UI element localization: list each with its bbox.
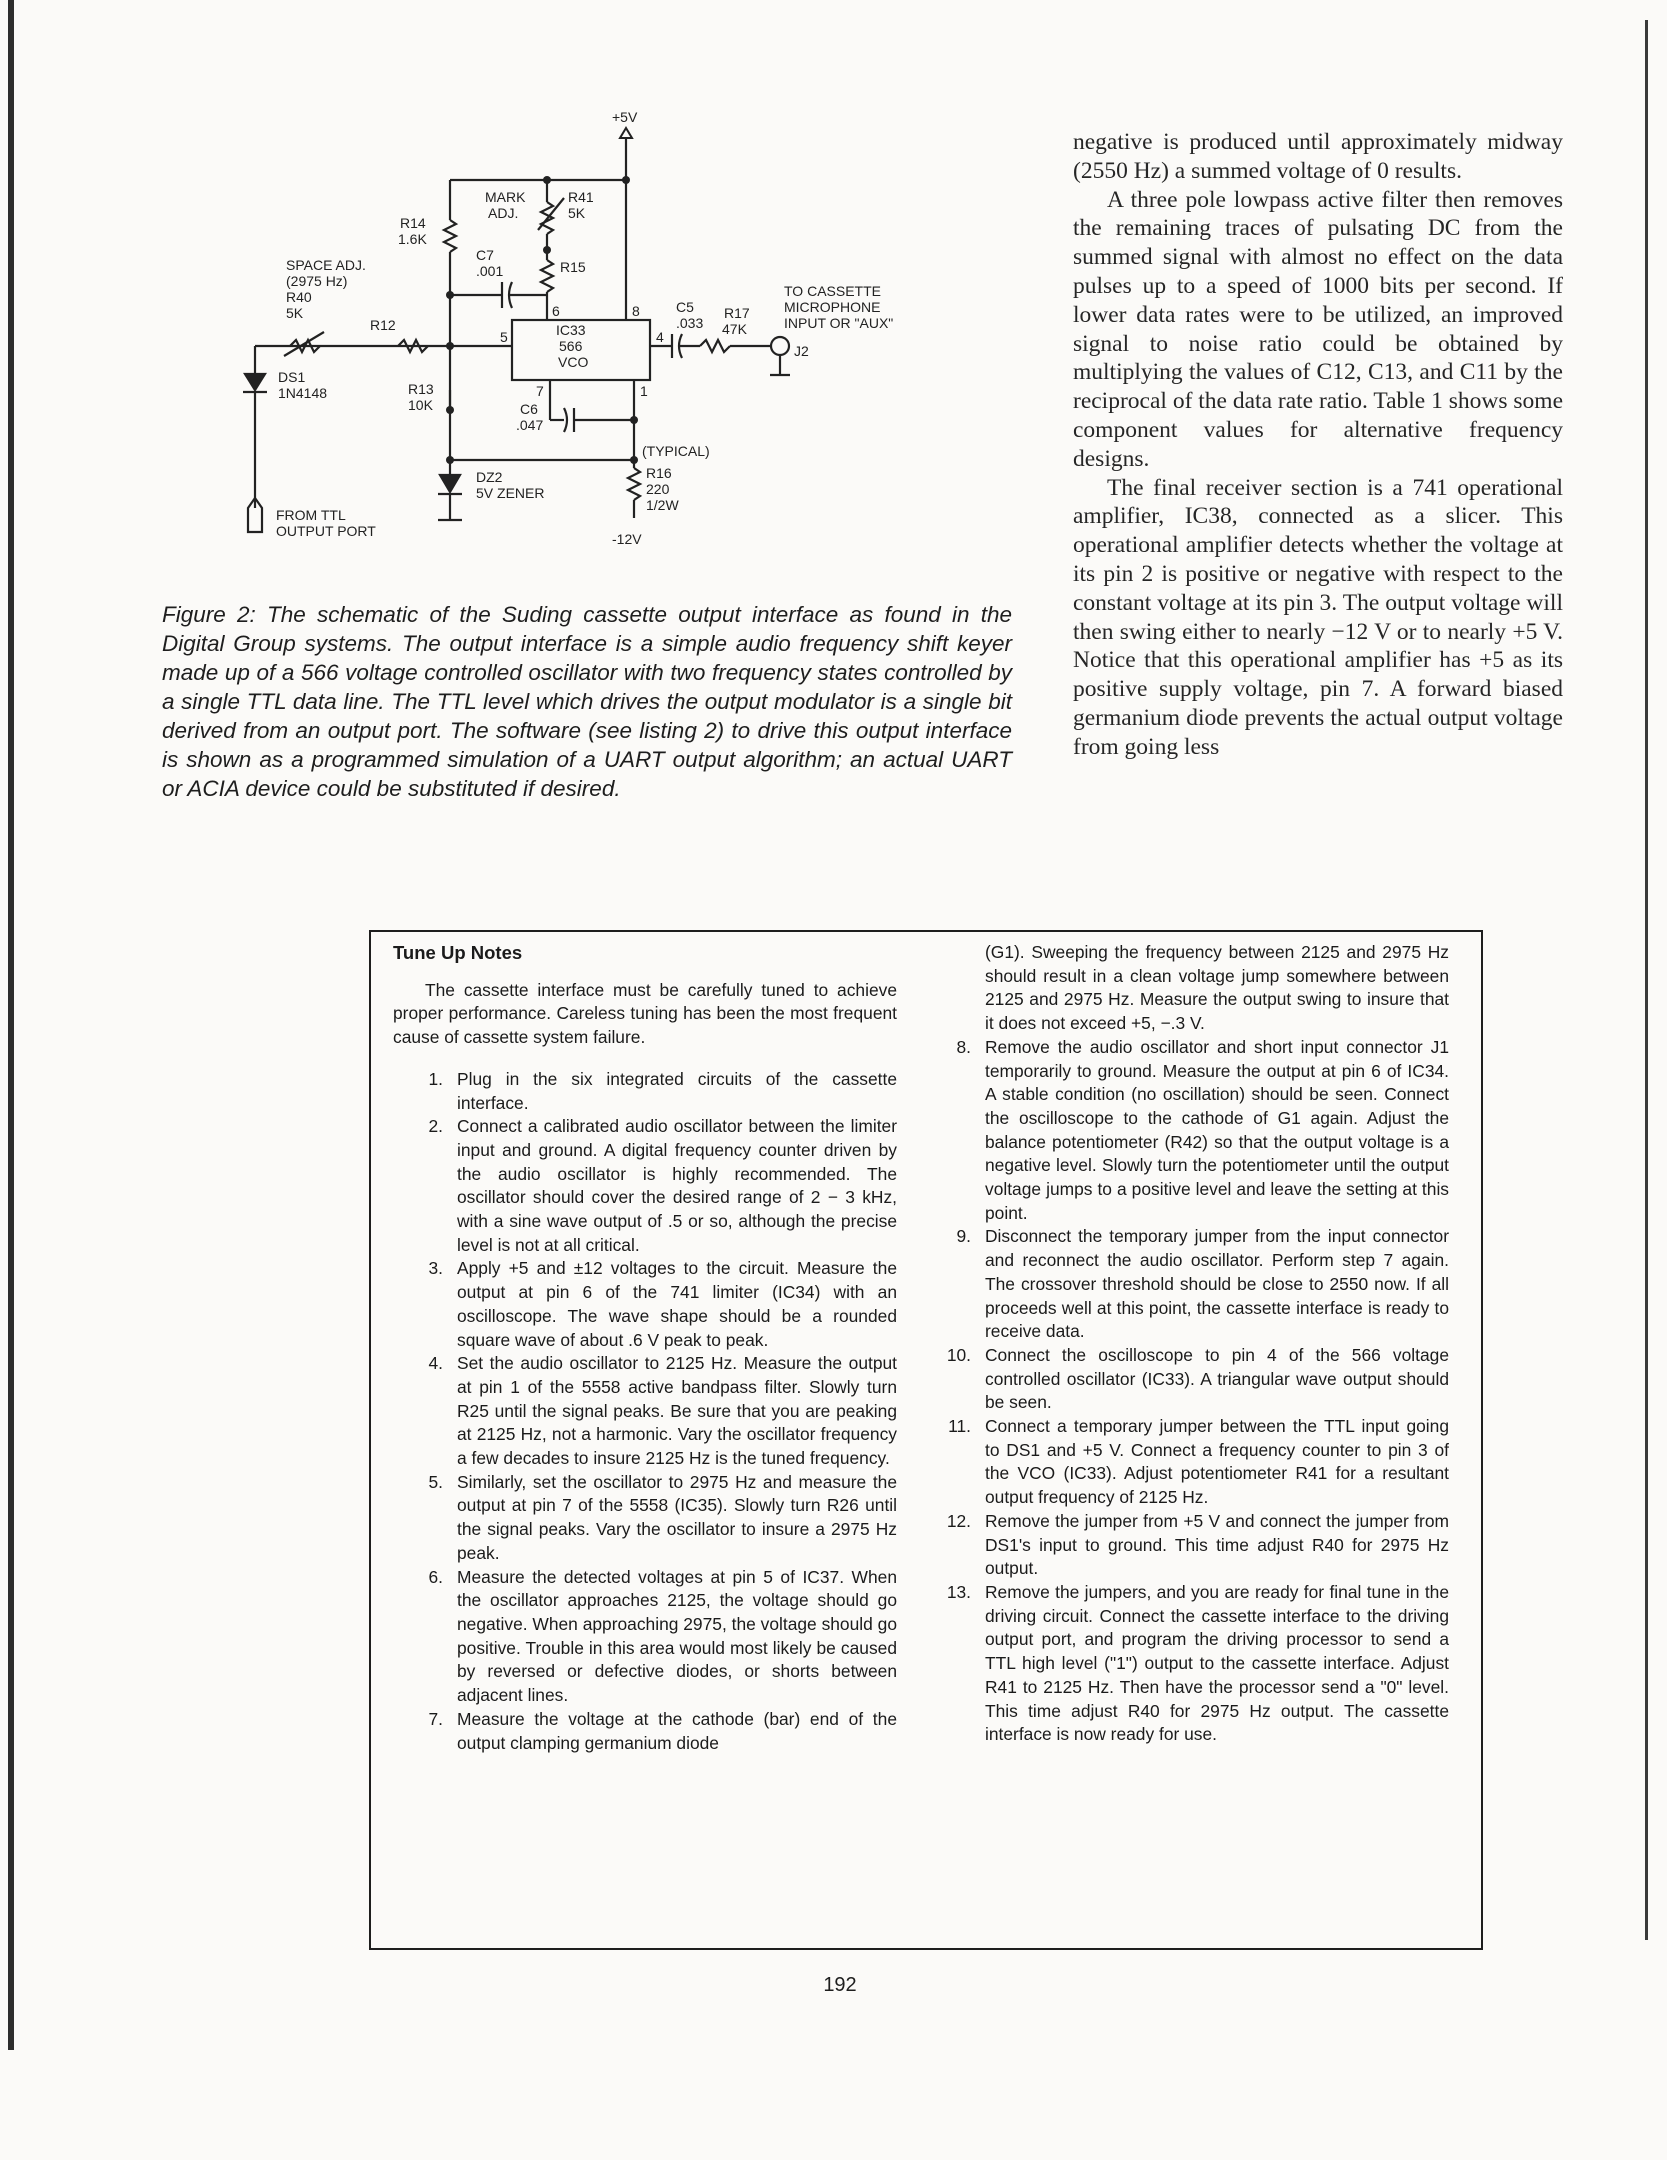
label-to-cassette: TO CASSETTE [784, 283, 881, 299]
list-item: 2. Connect a calibrated audio oscillator between the limiter input and ground. A digital frequency counter driven by the audio oscillator is highly recommended. The oscillator should cover the desired range of 2 − 3 kHz, with a sine wave output of .5 or so, although the precise level is not at all critical. [428, 1116, 897, 1255]
list-item: 3. Apply +5 and ±12 voltages to the circuit. Measure the output at pin 6 of the 741 limiter (IC34) with an oscilloscope. The wave shape should be a rounded square wave of about .6 V peak to peak. [428, 1258, 897, 1350]
label-input-aux: INPUT OR "AUX" [784, 315, 894, 331]
label-pin8: 8 [632, 303, 640, 319]
step-7-continued: (G1). Sweeping the frequency between 2125 and 2975 Hz should result in a clean voltage jump somewhere between 2125 and 2975 Hz. Measure the output swing to insure that it does not exceed +5, −.3 V. [985, 942, 1449, 1034]
label-r16: R16 [646, 465, 672, 481]
page-number: 192 [823, 1974, 857, 1996]
label-c5-val: .033 [676, 315, 704, 331]
label-space-freq: (2975 Hz) [286, 273, 348, 289]
label-pin6: 6 [552, 303, 560, 319]
label-dz2: DZ2 [476, 469, 503, 485]
list-item: 1. Plug in the six integrated circuits of the cassette interface. [428, 1068, 897, 1113]
label-vplus: +5V [612, 110, 638, 125]
page-edge-left [8, 0, 14, 2050]
list-item: 7. Measure the voltage at the cathode (bar) end of the output clamping germanium diode [428, 1708, 897, 1753]
paragraph: A three pole lowpass active filter then removes the remaining traces of pulsating DC from the summed signal with almost no effect on the data pulses up to a speed of 1000 bits per second. If lower data rates were to be utilized, an improved signal to noise ratio could be obtained by multiplying the values of C12, C13, and C11 by the reciprocal of the data rate ratio. Table 1 shows some component values for alternative frequency designs. [1073, 186, 1563, 472]
label-c7: C7 [476, 247, 494, 263]
label-space-adj: SPACE ADJ. [286, 257, 366, 273]
label-r14-val: 1.6K [398, 231, 427, 247]
label-ic33-fn: VCO [558, 354, 589, 370]
page-edge-right [1645, 20, 1648, 1940]
label-r14: R14 [400, 215, 426, 231]
label-mark-adj: ADJ. [488, 205, 519, 221]
label-r13: R13 [408, 381, 434, 397]
label-typical: (TYPICAL) [642, 443, 710, 459]
list-item: 8. Remove the audio oscillator and short input connector J1 temporarily to ground. Measure the output at pin 6 of IC34. A stable condition (no oscillation) should be seen. Connect the oscilloscope to the cathode of G1 again. Adjust the balance potentiometer (R42) so that the output voltage is a negative level. Slowly turn the potentiometer until the output voltage jumps to a positive level and leave the setting at this point. [956, 1036, 1449, 1223]
label-pin1: 1 [640, 383, 648, 399]
tune-up-steps-left [393, 1068, 897, 1755]
label-c5: C5 [676, 299, 694, 315]
label-r16-w: 1/2W [646, 497, 679, 513]
tune-up-intro: The cassette interface must be carefully tuned to achieve proper performance. Careless tuning has been the most frequent cause of cassette system failure. [393, 979, 897, 1048]
label-c7-val: .001 [476, 263, 504, 279]
list-item: 13. Remove the jumpers, and you are ready for final tune in the driving circuit. Connect the cassette interface to the driving output port, and program the driving processor to send a TTL high level ("1") output to the cassette interface. Adjust R41 to 2125 Hz. Then have the processor send a "0" level. This time adjust R40 for 2975 Hz output. The cassette interface is now ready for use. [946, 1581, 1449, 1745]
paragraph: The final receiver section is a 741 operational amplifier, IC38, connected as a slicer. This operational amplifier detects whether the voltage at its pin 2 is positive or negative with respect to the constant voltage at its pin 3. The output voltage will then swing either to nearly −12 V or to nearly +5 V. Notice that this operational amplifier has +5 as its positive supply voltage, pin 7. A forward biased germanium diode prevents the actual output voltage from going less [1073, 474, 1563, 760]
list-item: 6. Measure the detected voltages at pin 5 of IC37. When the oscillator approaches 2125, the voltage should go negative. When approaching 2975, the voltage should go positive. Trouble in this area would most likely be caused by reversed or defective diodes, or shorts between adjacent lines. [428, 1566, 897, 1706]
list-item: 12. Remove the jumper from +5 V and connect the jumper from DS1's input to ground. This time adjust R40 for 2975 Hz output. [946, 1510, 1449, 1579]
tune-up-notes-box [369, 930, 1483, 1950]
label-microphone: MICROPHONE [784, 299, 881, 315]
label-mark: MARK [485, 189, 526, 205]
label-vminus: -12V [612, 531, 642, 547]
label-r17-val: 47K [722, 321, 747, 337]
label-r17: R17 [724, 305, 750, 321]
label-ds1: DS1 [278, 369, 306, 385]
label-ic33: IC33 [556, 322, 586, 338]
label-c6: C6 [520, 401, 538, 417]
label-r41-val: 5K [568, 205, 586, 221]
list-item: 5. Similarly, set the oscillator to 2975 Hz and measure the output at pin 7 of the 5558 (IC35). Slowly turn R26 until the signal peaks. Vary the oscillator to insure a 2975 Hz peak. [428, 1471, 897, 1563]
list-item: 9. Disconnect the temporary jumper from the input connector and reconnect the audio oscillator. Perform step 7 again. The crossover threshold should be close to 2550 now. If all proceeds well at this point, the cassette interface is ready to receive data. [956, 1226, 1449, 1342]
label-r15: R15 [560, 259, 586, 275]
paragraph: negative is produced until approximately midway (2550 Hz) a summed voltage of 0 results. [1073, 129, 1563, 184]
label-ic33-type: 566 [559, 338, 583, 354]
label-r16-val: 220 [646, 481, 670, 497]
schematic-figure [230, 110, 1060, 560]
label-r13-val: 10K [408, 397, 433, 413]
label-pin5: 5 [500, 329, 508, 345]
list-item: 4. Set the audio oscillator to 2125 Hz. Measure the output at pin 1 of the 5558 active bandpass filter. Slowly turn R25 until the signal peaks. Be sure that you are peaking at 2125 Hz, not a harmonic. Vary the oscillator frequency a few decades to insure 2125 Hz is the tuned frequency. [428, 1353, 897, 1469]
label-pin7: 7 [536, 383, 544, 399]
label-r12: R12 [370, 317, 396, 333]
tune-up-left-column [393, 941, 897, 1755]
label-ds1-val: 1N4148 [278, 385, 328, 401]
label-r40: R40 [286, 289, 312, 305]
label-r40-val: 5K [286, 305, 304, 321]
label-pin4: 4 [656, 329, 664, 345]
list-item: 10. Connect the oscilloscope to pin 4 of the 566 voltage controlled oscillator (IC33). A triangular wave output should be seen. [946, 1344, 1449, 1413]
label-from-ttl: FROM TTL [276, 507, 346, 523]
label-c6-val: .047 [516, 417, 544, 433]
tune-up-steps-right [921, 1036, 1449, 1747]
label-r41: R41 [568, 189, 594, 205]
figure-caption: Figure 2: The schematic of the Suding cassette output interface as found in the Digital Group systems. The output interface is a simple audio frequency shift keyer made up of a 566 voltage controlled oscillator with two frequency states controlled by a single TTL data line. The TTL level which drives the output modulator is a single bit derived from an output port. The software (see listing 2) to drive this output interface is shown as a programmed simulation of a UART output algorithm; an actual UART or ACIA device could be substituted if desired. [162, 602, 1012, 801]
label-dz2-val: 5V ZENER [476, 485, 545, 501]
tune-up-title: Tune Up Notes [393, 942, 523, 963]
list-item: 11. Connect a temporary jumper between the TTL input going to DS1 and +5 V. Connect a frequency counter to pin 3 of the VCO (IC33). Adjust potentiometer R41 for a resultant output frequency of 2125 Hz. [948, 1416, 1449, 1508]
right-column-text [1073, 128, 1563, 762]
label-output-port: OUTPUT PORT [276, 523, 376, 539]
tune-up-right-column [921, 941, 1449, 1747]
label-j2: J2 [794, 343, 809, 359]
